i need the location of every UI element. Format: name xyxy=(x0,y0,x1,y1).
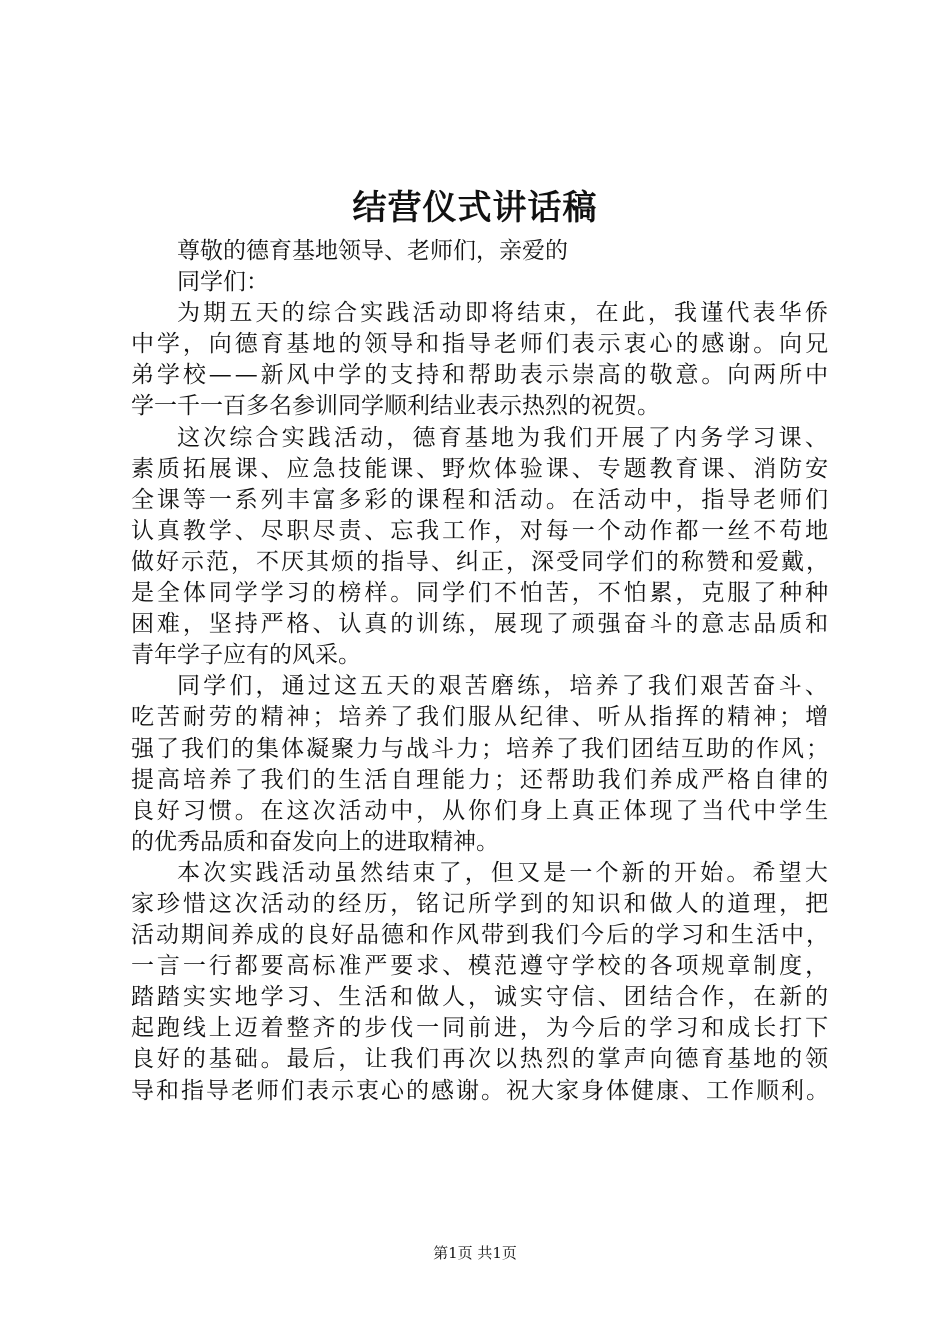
text-line: 起跑线上迈着整齐的步伐一同前进，为今后的学习和成长打下 xyxy=(131,1015,831,1042)
text-line: 为期五天的综合实践活动即将结束，在此，我谨代表华侨 xyxy=(177,300,831,327)
text-line: 的优秀品质和奋发向上的进取精神。 xyxy=(131,828,499,855)
text-line: 良好的基础。最后，让我们再次以热烈的掌声向德育基地的领 xyxy=(131,1046,831,1073)
text-line: 强了我们的集体凝聚力与战斗力；培养了我们团结互助的作风； xyxy=(131,735,831,762)
text-line: 吃苦耐劳的精神；培养了我们服从纪律、听从指挥的精神；增 xyxy=(131,704,831,731)
page-footer: 第1页 共1页 xyxy=(433,1244,517,1262)
text-line: 导和指导老师们表示衷心的感谢。祝大家身体健康、工作顺利。 xyxy=(131,1077,831,1104)
text-line: 尊敬的德育基地领导、老师们，亲爱的 xyxy=(177,238,568,264)
text-line: 是全体同学学习的榜样。同学们不怕苦，不怕累，克服了种种 xyxy=(131,580,831,607)
text-line: 家珍惜这次活动的经历，铭记所学到的知识和做人的道理，把 xyxy=(131,890,831,917)
text-line: 素质拓展课、应急技能课、野炊体验课、专题教育课、消防安 xyxy=(131,455,831,482)
text-line: 学一千一百多名参训同学顺利结业表示热烈的祝贺。 xyxy=(131,393,660,420)
text-line: 做好示范，不厌其烦的指导、纠正，深受同学们的称赞和爱戴， xyxy=(131,548,831,575)
document-body xyxy=(131,236,831,1107)
text-line: 中学，向德育基地的领导和指导老师们表示衷心的感谢。向兄 xyxy=(131,331,831,358)
text-line: 提高培养了我们的生活自理能力；还帮助我们养成严格自律的 xyxy=(131,766,831,793)
text-line: 活动期间养成的良好品德和作风带到我们今后的学习和生活中， xyxy=(131,922,831,949)
text-line: 同学们，通过这五天的艰苦磨练，培养了我们艰苦奋斗、 xyxy=(177,673,831,700)
text-line: 踏踏实实地学习、生活和做人，诚实守信、团结合作，在新的 xyxy=(131,984,831,1011)
text-line: 困难，坚持严格、认真的训练，展现了顽强奋斗的意志品质和 xyxy=(131,611,831,638)
text-line: 弟学校——新风中学的支持和帮助表示崇高的敬意。向两所中 xyxy=(131,362,831,389)
text-line: 本次实践活动虽然结束了，但又是一个新的开始。希望大 xyxy=(177,859,831,886)
text-line: 同学们： xyxy=(177,269,269,296)
text-line: 良好习惯。在这次活动中，从你们身上真正体现了当代中学生 xyxy=(131,797,831,824)
page-title: 结营仪式讲话稿 xyxy=(352,188,598,228)
text-line: 这次综合实践活动，德育基地为我们开展了内务学习课、 xyxy=(177,424,831,451)
text-line: 一言一行都要高标准严要求、模范遵守学校的各项规章制度， xyxy=(131,953,831,980)
text-line: 认真教学、尽职尽责、忘我工作，对每一个动作都一丝不苟地 xyxy=(131,517,831,544)
text-line: 青年学子应有的风采。 xyxy=(131,642,361,669)
text-line: 全课等一系列丰富多彩的课程和活动。在活动中，指导老师们 xyxy=(131,486,831,513)
